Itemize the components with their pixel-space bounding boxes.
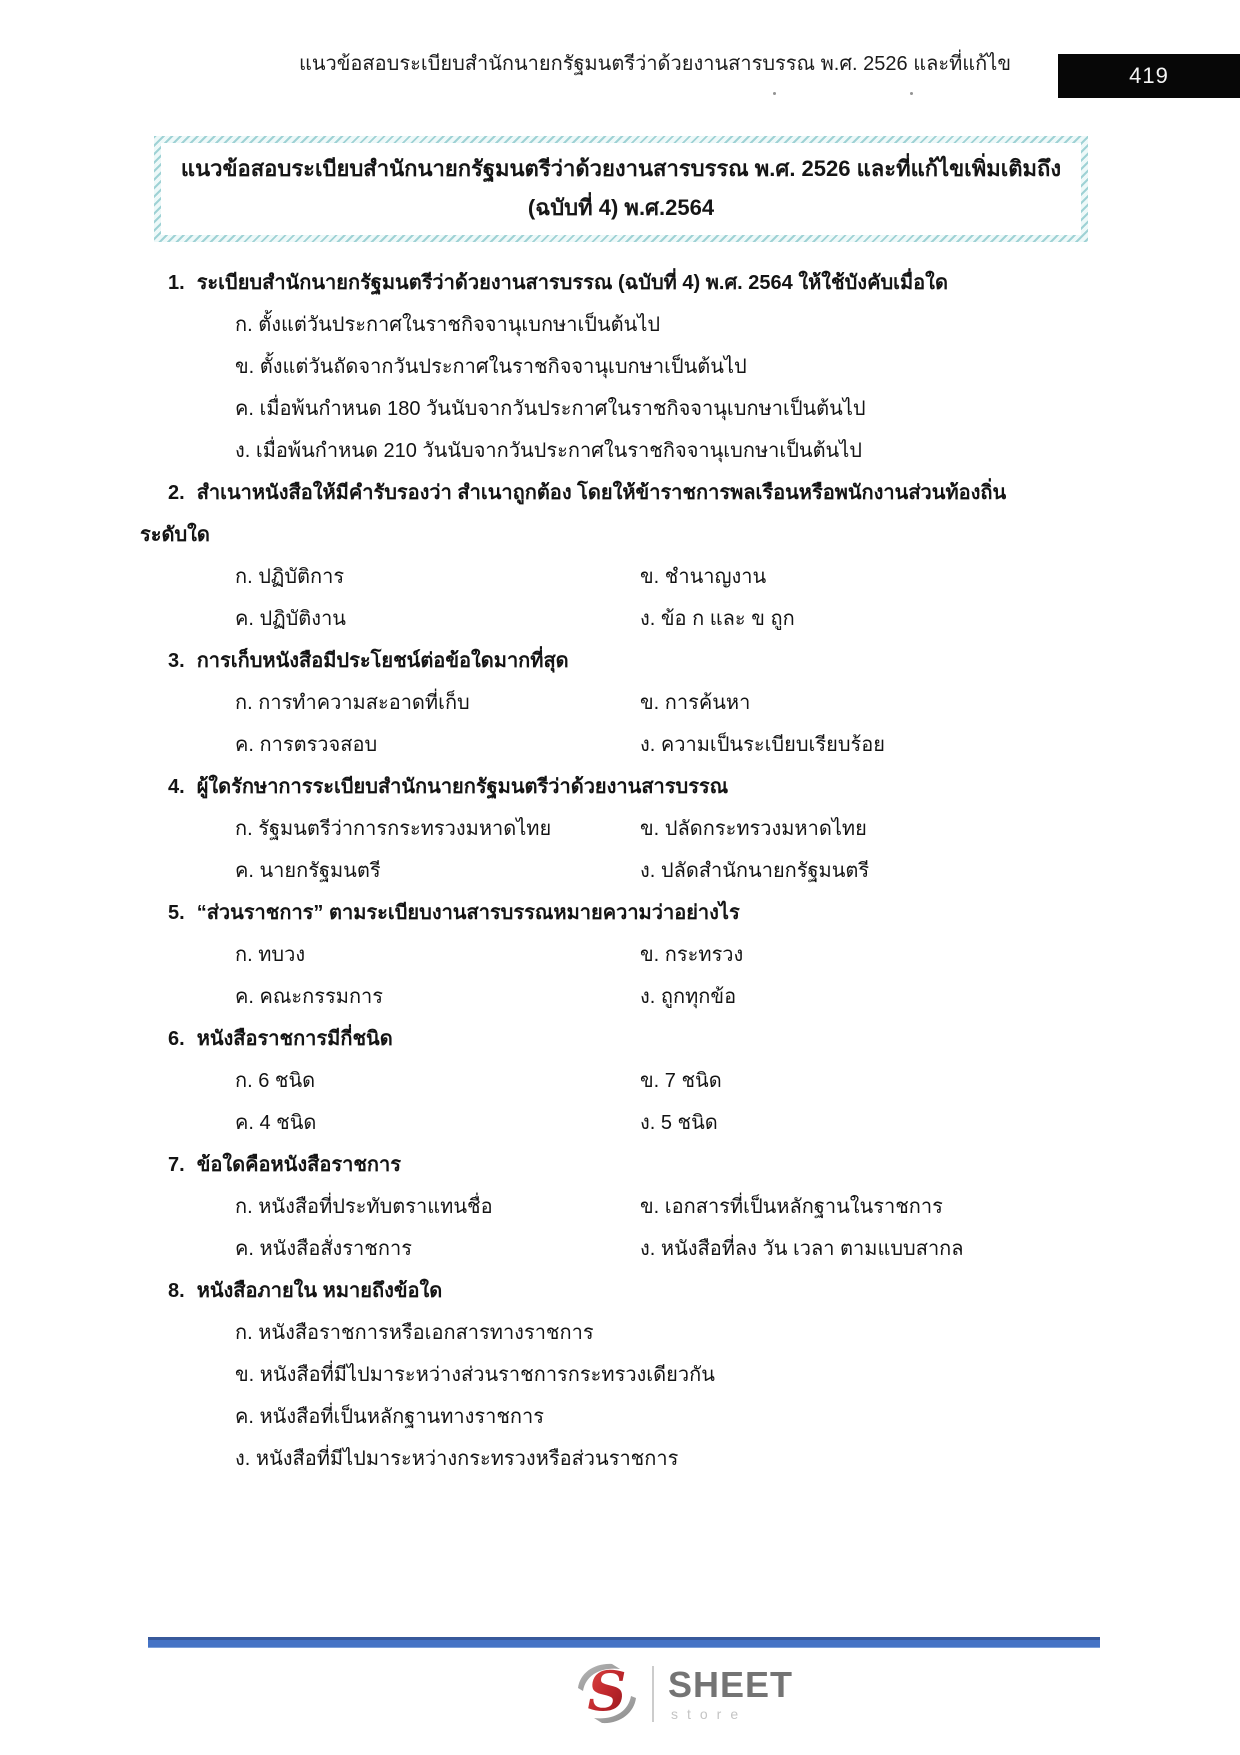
option-d: ง. หนังสือที่มีไปมาระหว่างกระทรวงหรือส่วนราชการ bbox=[235, 1448, 679, 1470]
option-b: ข. การค้นหา bbox=[640, 692, 751, 714]
option-d: ง. หนังสือที่ลง วัน เวลา ตามแบบสากล bbox=[640, 1238, 964, 1260]
question-block-7 bbox=[140, 1144, 1092, 1270]
option-b: ข. เอกสารที่เป็นหลักฐานในราชการ bbox=[640, 1196, 943, 1218]
faint-dot bbox=[910, 92, 913, 95]
logo-title: SHEET bbox=[668, 1663, 794, 1705]
faint-dot bbox=[773, 92, 776, 95]
option-b: ข. ปลัดกระทรวงมหาดไทย bbox=[640, 818, 867, 840]
option-c: ค. ปฏิบัติงาน bbox=[235, 608, 346, 630]
question-text bbox=[140, 1018, 1092, 1060]
option-c: ค. เมื่อพ้นกำหนด 180 วันนับจากวันประกาศในราชกิจจานุเบกษาเป็นต้นไป bbox=[235, 398, 866, 420]
question-text bbox=[140, 766, 1092, 808]
options-row bbox=[140, 1228, 1092, 1270]
option-a: ก. รัฐมนตรีว่าการกระทรวงมหาดไทย bbox=[235, 818, 552, 840]
question-block-3 bbox=[140, 640, 1092, 766]
options-row bbox=[140, 1186, 1092, 1228]
question-block-4 bbox=[140, 766, 1092, 892]
options-row bbox=[140, 598, 1092, 640]
question-text bbox=[140, 472, 1092, 514]
options-stack bbox=[140, 304, 1092, 472]
logo-text-block bbox=[668, 1663, 794, 1722]
exam-title-box-inner bbox=[161, 143, 1081, 235]
logo-subtitle: store bbox=[671, 1705, 748, 1722]
option-a: ก. การทำความสะอาดที่เก็บ bbox=[235, 692, 470, 714]
option-a: ก. ตั้งแต่วันประกาศในราชกิจจานุเบกษาเป็นต้นไป bbox=[235, 314, 661, 336]
option-a: ก. ปฏิบัติการ bbox=[235, 566, 345, 588]
question-title-text: “ส่วนราชการ” ตามระเบียบงานสารบรรณหมายความว่าอย่างไร bbox=[196, 902, 740, 924]
question-title-text: ผู้ใดรักษาการระเบียบสำนักนายกรัฐมนตรีว่าด้วยงานสารบรรณ bbox=[196, 776, 729, 798]
question-number: 7. bbox=[168, 1154, 185, 1176]
option-c: ค. คณะกรรมการ bbox=[235, 986, 384, 1008]
option-d: ง. ความเป็นระเบียบเรียบร้อย bbox=[640, 734, 885, 756]
exam-title-line1: แนวข้อสอบระเบียบสำนักนายกรัฐมนตรีว่าด้วยงานสารบรรณ พ.ศ. 2526 และที่แก้ไขเพิ่มเติมถึง bbox=[180, 156, 1062, 181]
questions-list bbox=[140, 262, 1092, 1480]
question-number: 5. bbox=[168, 902, 185, 924]
question-title-text: ข้อใดคือหนังสือราชการ bbox=[196, 1154, 401, 1176]
options-row bbox=[140, 724, 1092, 766]
option-c: ค. 4 ชนิด bbox=[235, 1112, 317, 1134]
header-title: แนวข้อสอบระเบียบสำนักนายกรัฐมนตรีว่าด้วยงานสารบรรณ พ.ศ. 2526 และที่แก้ไข bbox=[298, 53, 1012, 75]
option-d: ง. ข้อ ก และ ข ถูก bbox=[640, 608, 795, 630]
question-title-text: ระเบียบสำนักนายกรัฐมนตรีว่าด้วยงานสารบรรณ (ฉบับที่ 4) พ.ศ. 2564 ให้ใช้บังคับเมื่อใด bbox=[196, 272, 948, 294]
option-a: ก. หนังสือราชการหรือเอกสารทางราชการ bbox=[235, 1322, 594, 1344]
question-number: 2. bbox=[168, 482, 185, 504]
options-row bbox=[140, 934, 1092, 976]
option-b: ข. ชำนาญงาน bbox=[640, 566, 767, 588]
options-row bbox=[140, 1102, 1092, 1144]
option-c: ค. หนังสือสั่งราชการ bbox=[235, 1238, 412, 1260]
question-text bbox=[140, 262, 1092, 304]
option-c: ค. การตรวจสอบ bbox=[235, 734, 378, 756]
option-a: ก. 6 ชนิด bbox=[235, 1070, 316, 1092]
question-block-5 bbox=[140, 892, 1092, 1018]
question-text bbox=[140, 892, 1092, 934]
options-row bbox=[140, 850, 1092, 892]
question-block-6 bbox=[140, 1018, 1092, 1144]
option-a: ก. หนังสือที่ประทับตราแทนชื่อ bbox=[235, 1196, 493, 1218]
sheet-store-logo bbox=[572, 1660, 793, 1728]
option-b: ข. หนังสือที่มีไปมาระหว่างส่วนราชการกระทรวงเดียวกัน bbox=[235, 1364, 715, 1386]
page-number-badge: 419 bbox=[1058, 54, 1240, 98]
question-number: 4. bbox=[168, 776, 185, 798]
question-title-text: หนังสือราชการมีกี่ชนิด bbox=[196, 1028, 393, 1050]
question-block-2 bbox=[140, 472, 1092, 640]
option-b: ข. ตั้งแต่วันถัดจากวันประกาศในราชกิจจานุเบกษาเป็นต้นไป bbox=[235, 356, 747, 378]
exam-title-line2: (ฉบับที่ 4) พ.ศ.2564 bbox=[527, 195, 715, 220]
options-row bbox=[140, 556, 1092, 598]
options-row bbox=[140, 976, 1092, 1018]
options-row bbox=[140, 1060, 1092, 1102]
question-title-text: สำเนาหนังสือให้มีคำรับรองว่า สำเนาถูกต้อง โดยให้ข้าราชการพลเรือนหรือพนักงานส่วนท้องถิ่น bbox=[196, 482, 1007, 504]
question-number: 3. bbox=[168, 650, 185, 672]
logo-divider bbox=[652, 1666, 654, 1722]
question-text bbox=[140, 640, 1092, 682]
question-number: 6. bbox=[168, 1028, 185, 1050]
options-row bbox=[140, 682, 1092, 724]
footer-rule bbox=[148, 1637, 1100, 1648]
option-d: ง. ปลัดสำนักนายกรัฐมนตรี bbox=[640, 860, 870, 882]
question-text bbox=[140, 1270, 1092, 1312]
s-monogram-icon bbox=[572, 1660, 642, 1728]
exam-title-box bbox=[154, 136, 1088, 242]
option-d: ง. เมื่อพ้นกำหนด 210 วันนับจากวันประกาศในราชกิจจานุเบกษาเป็นต้นไป bbox=[235, 440, 862, 462]
option-b: ข. กระทรวง bbox=[640, 944, 744, 966]
question-title-text: หนังสือภายใน หมายถึงข้อใด bbox=[196, 1280, 443, 1302]
question-text-continued: ระดับใด bbox=[140, 524, 210, 546]
option-d: ง. 5 ชนิด bbox=[640, 1112, 718, 1134]
options-row bbox=[140, 808, 1092, 850]
option-d: ง. ถูกทุกข้อ bbox=[640, 986, 737, 1008]
question-title-text: การเก็บหนังสือมีประโยชน์ต่อข้อใดมากที่สุด bbox=[196, 650, 569, 672]
option-b: ข. 7 ชนิด bbox=[640, 1070, 722, 1092]
option-c: ค. นายกรัฐมนตรี bbox=[235, 860, 381, 882]
question-number: 1. bbox=[168, 272, 185, 294]
option-c: ค. หนังสือที่เป็นหลักฐานทางราชการ bbox=[235, 1406, 545, 1428]
options-stack bbox=[140, 1312, 1092, 1480]
question-number: 8. bbox=[168, 1280, 185, 1302]
question-text bbox=[140, 1144, 1092, 1186]
question-block-8 bbox=[140, 1270, 1092, 1480]
question-block-1 bbox=[140, 262, 1092, 472]
option-a: ก. ทบวง bbox=[235, 944, 306, 966]
svg-text:S: S bbox=[587, 1660, 627, 1723]
